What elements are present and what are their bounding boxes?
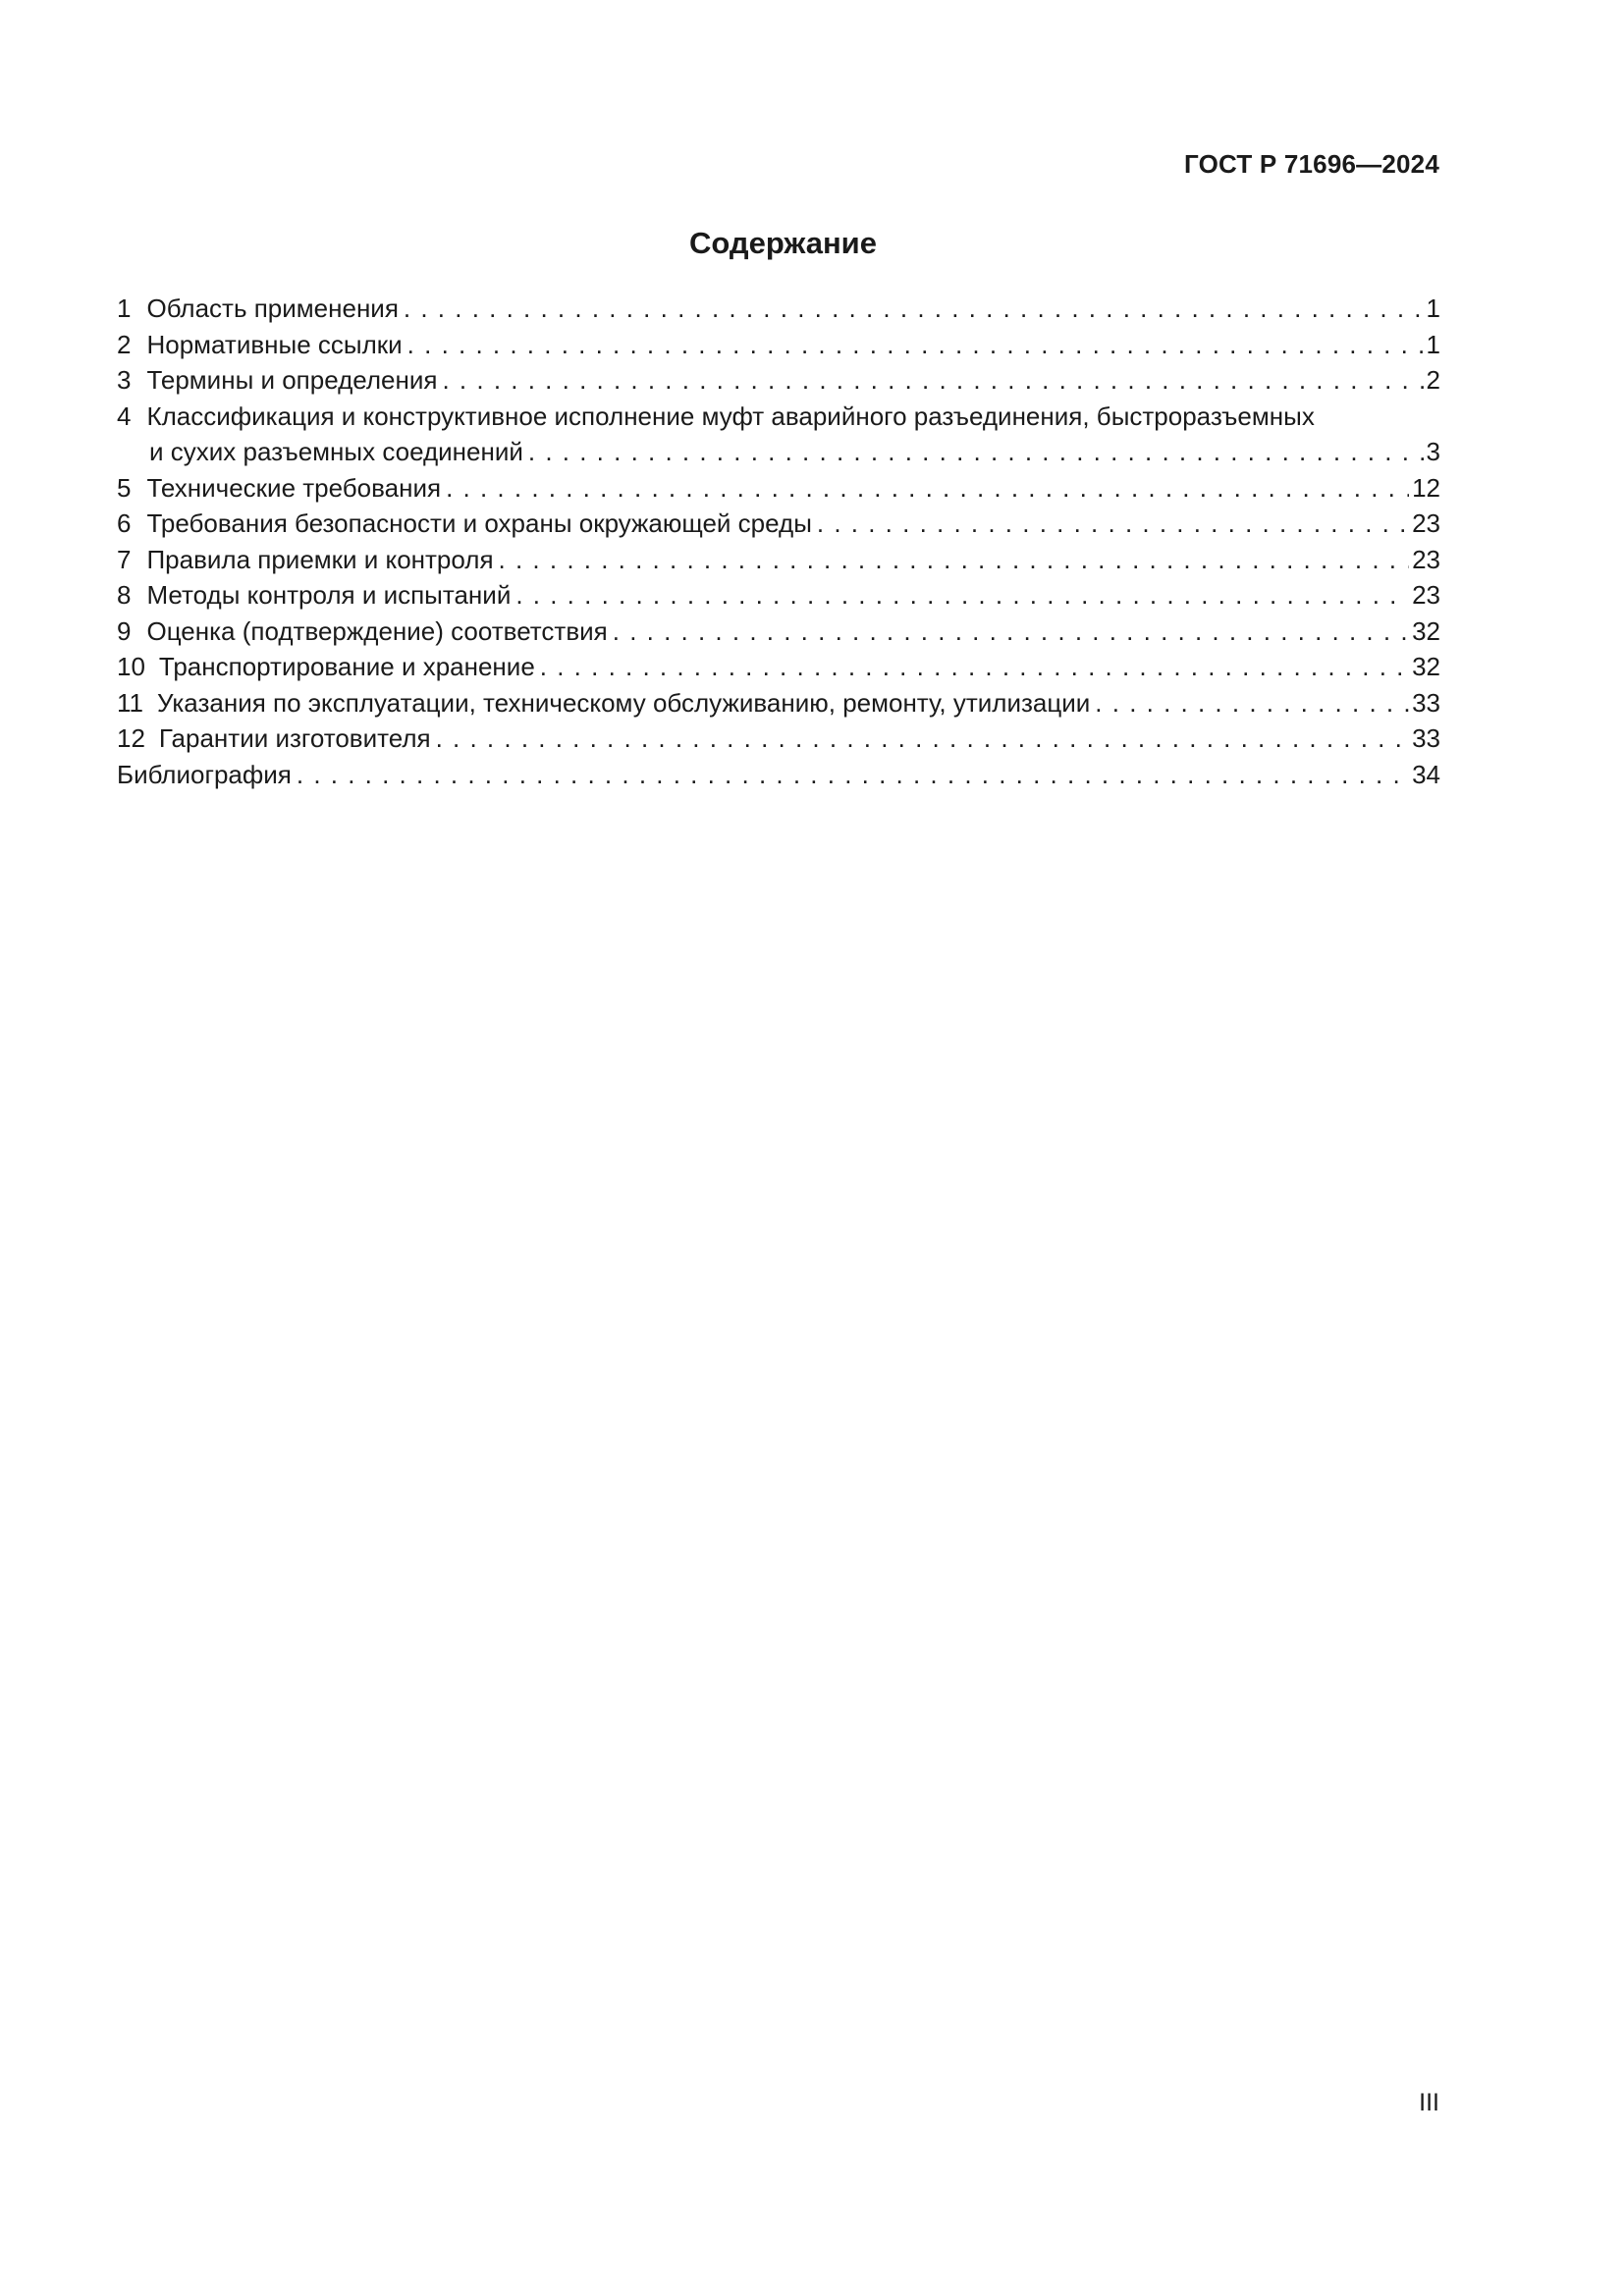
toc-item-page: 33: [1412, 687, 1440, 718]
toc-item-page: 2: [1426, 365, 1440, 395]
toc-item-number: 3: [117, 365, 132, 395]
toc-item-page: 23: [1412, 544, 1440, 574]
toc-item-label: Нормативные ссылки: [146, 329, 403, 359]
toc-item-1[interactable]: [117, 291, 1440, 327]
toc-item-label: Транспортирование и хранение: [158, 652, 535, 681]
toc-item-10[interactable]: [117, 649, 1440, 685]
toc-item-label: Библиография: [117, 759, 292, 789]
toc-item-number: 10: [117, 652, 145, 681]
toc-item-number: 6: [117, 508, 132, 538]
dot-leader: [407, 327, 1424, 363]
dot-leader: [613, 614, 1409, 650]
dot-leader: [528, 434, 1424, 470]
toc-item-label-line2: и сухих разъемных соединений: [149, 437, 523, 466]
toc-item-page: 1: [1426, 329, 1440, 359]
dot-leader: [540, 649, 1409, 685]
toc-item-label: Термины и определения: [146, 365, 438, 395]
toc-item-number: 8: [117, 580, 132, 610]
toc-item-label: Технические требования: [146, 472, 442, 503]
toc-item-8[interactable]: [117, 577, 1440, 614]
toc-item-number: 5: [117, 472, 132, 503]
toc-item-9[interactable]: [117, 614, 1440, 650]
toc-item-label: Гарантии изготовителя: [158, 723, 431, 753]
toc-item-label: Область применения: [146, 294, 399, 323]
toc-item-page: 33: [1412, 723, 1440, 753]
toc-item-11[interactable]: [117, 685, 1440, 721]
toc-item-4[interactable]: [117, 399, 1440, 470]
toc-item-label: Требования безопасности и охраны окружающей среды: [146, 508, 812, 538]
toc-item-label: Указания по эксплуатации, техническому обслуживанию, ремонту, утилизации: [157, 687, 1091, 718]
toc-item-number: 2: [117, 329, 132, 359]
toc-item-page: 3: [1426, 437, 1440, 466]
table-of-contents: [117, 291, 1440, 792]
toc-item-12[interactable]: [117, 721, 1440, 757]
toc-item-page: 23: [1412, 508, 1440, 538]
toc-item-number: 9: [117, 615, 132, 646]
toc-item-page: 34: [1412, 759, 1440, 789]
toc-item-number: 7: [117, 544, 132, 574]
toc-item-label: Правила приемки и контроля: [146, 544, 494, 574]
toc-item-label: Методы контроля и испытаний: [146, 580, 512, 610]
dot-leader: [442, 362, 1423, 399]
dot-leader: [499, 542, 1410, 578]
toc-item-page: 12: [1412, 472, 1440, 503]
toc-item-7[interactable]: [117, 542, 1440, 578]
toc-item-2[interactable]: [117, 327, 1440, 363]
toc-item-page: 23: [1412, 580, 1440, 610]
toc-item-number: 11: [117, 687, 143, 718]
dot-leader: [404, 291, 1424, 327]
toc-item-number: 12: [117, 723, 145, 753]
dot-leader: [446, 470, 1409, 507]
dot-leader: [515, 577, 1409, 614]
toc-item-6[interactable]: [117, 506, 1440, 542]
toc-item-bibliography[interactable]: [117, 757, 1440, 793]
toc-title: Содержание: [689, 226, 877, 260]
toc-item-5[interactable]: [117, 470, 1440, 507]
dot-leader: [297, 757, 1409, 793]
toc-item-page: 1: [1426, 294, 1440, 323]
toc-item-page: 32: [1412, 652, 1440, 681]
toc-item-number: 4: [117, 400, 132, 431]
dot-leader: [1095, 685, 1409, 721]
toc-item-3[interactable]: [117, 362, 1440, 399]
toc-item-page: 32: [1412, 615, 1440, 646]
toc-item-number: 1: [117, 294, 132, 323]
toc-item-label: Оценка (подтверждение) соответствия: [146, 615, 608, 646]
toc-item-label-line1: Классификация и конструктивное исполнение муфт аварийного разъединения, быстроразъемных: [146, 400, 1315, 431]
dot-leader: [436, 721, 1410, 757]
document-code: ГОСТ Р 71696—2024: [1184, 149, 1439, 179]
page-number: III: [1419, 2089, 1439, 2116]
dot-leader: [817, 506, 1409, 542]
